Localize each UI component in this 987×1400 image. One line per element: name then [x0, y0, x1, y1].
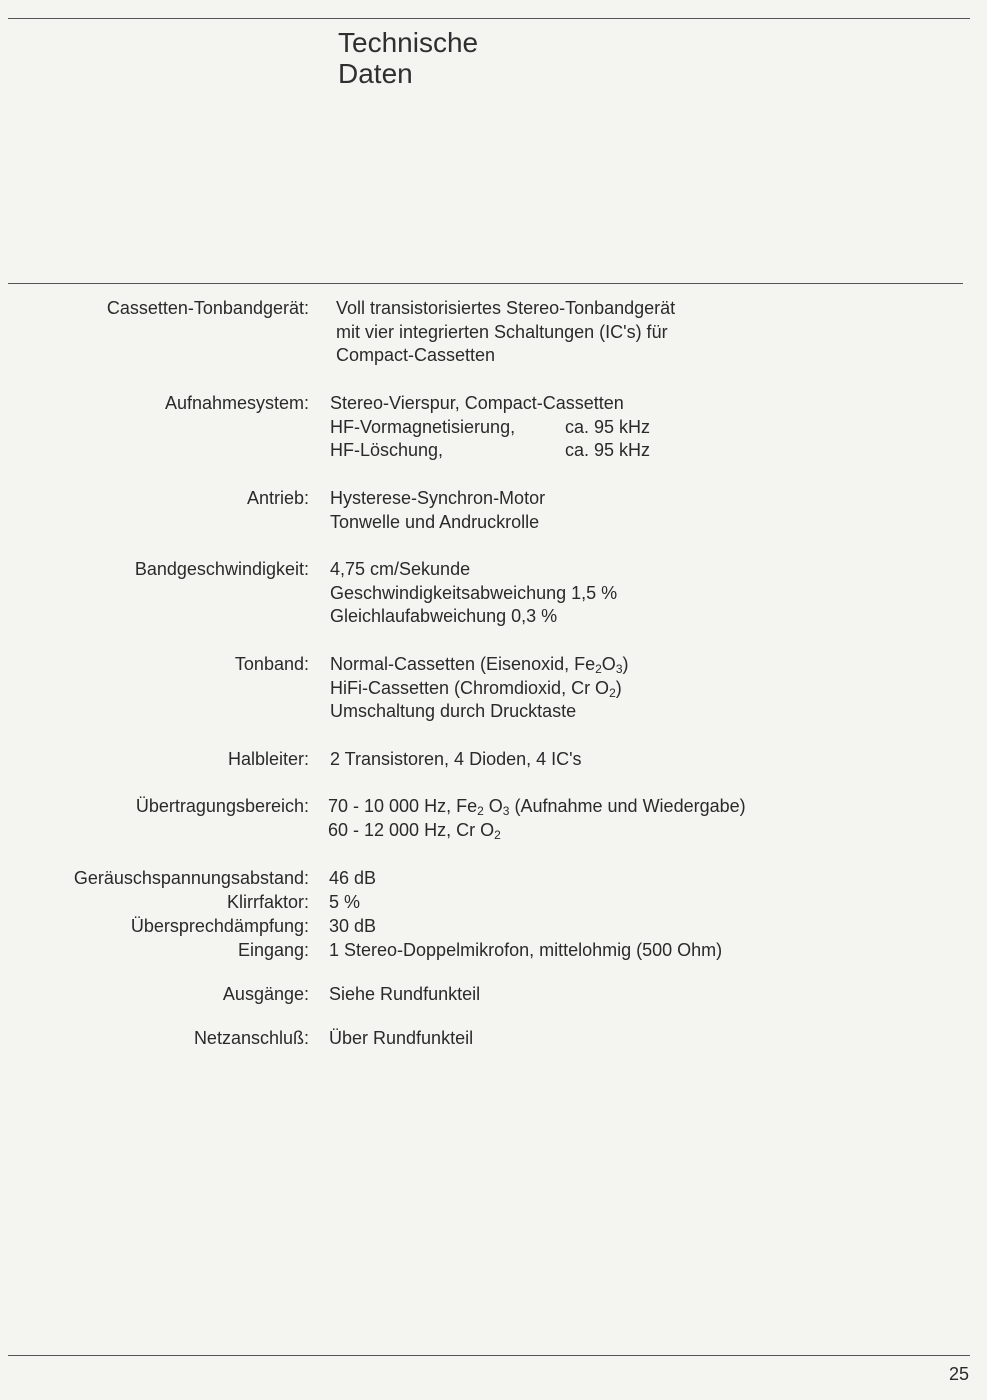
subscript: 3 — [502, 804, 510, 818]
erase-value: ca. 95 kHz — [565, 440, 651, 460]
spec-value-line — [330, 439, 650, 463]
text-part: ) — [615, 677, 622, 698]
subscript: 3 — [615, 662, 623, 676]
top-rule — [8, 18, 970, 19]
spec-label: Geräuschspannungsabstand: — [73, 868, 309, 888]
text-part: HiFi-Cassetten (Chromdioxid, Cr O — [330, 677, 610, 698]
spec-value: 5 % — [329, 892, 361, 912]
spec-label: Aufnahmesystem: — [164, 393, 309, 413]
spec-label: Eingang: — [237, 940, 309, 960]
bias-value: ca. 95 kHz — [565, 416, 651, 437]
spec-label: Cassetten-Tonbandgerät: — [106, 298, 309, 318]
spec-value: 30 dB — [329, 916, 377, 936]
spec-value-line: Gleichlaufabweichung 0,3 % — [330, 606, 558, 626]
spec-label: Ausgänge: — [222, 984, 309, 1004]
subscript: 2 — [494, 827, 501, 842]
page-title — [338, 27, 478, 89]
spec-value: Über Rundfunkteil — [329, 1028, 474, 1048]
spec-value-line — [328, 819, 746, 843]
spec-value — [336, 297, 675, 368]
spec-value: Siehe Rundfunkteil — [329, 984, 481, 1004]
text-part: O — [483, 796, 503, 816]
spec-value — [330, 558, 617, 629]
section-rule — [8, 283, 963, 284]
subscript: 2 — [595, 662, 602, 676]
spec-value-line: Tonwelle und Andruckrolle — [330, 511, 540, 532]
spec-value: 1 Stereo-Doppelmikrofon, mittelohmig (500 Ohm) — [329, 940, 723, 960]
spec-label: Tonband: — [234, 654, 309, 674]
spec-value-line: Umschaltung durch Drucktaste — [330, 701, 577, 721]
erase-label: HF-Löschung, — [330, 440, 444, 460]
text-part: Normal-Cassetten (Eisenoxid, Fe — [330, 654, 596, 674]
spec-label: Bandgeschwindigkeit: — [134, 559, 309, 579]
subscript: 2 — [477, 804, 484, 818]
spec-value — [330, 392, 650, 463]
spec-value — [330, 487, 545, 534]
spec-label: Halbleiter: — [227, 749, 309, 769]
spec-value — [330, 653, 629, 724]
page-title-line-2: Daten — [338, 58, 413, 89]
spec-value-line: 4,75 cm/Sekunde — [330, 559, 471, 579]
spec-value-line: Compact-Cassetten — [336, 345, 496, 365]
spec-value — [328, 795, 746, 842]
bias-label: HF-Vormagnetisierung, — [330, 416, 516, 437]
page-title-line-1: Technische — [338, 27, 479, 58]
spec-value-line — [330, 677, 629, 701]
spec-label: Netzanschluß: — [193, 1028, 309, 1048]
text-part: 60 - 12 000 Hz, Cr O — [328, 819, 495, 840]
spec-label: Klirrfaktor: — [226, 892, 309, 912]
spec-label: Übersprechdämpfung: — [130, 916, 309, 936]
page-number: 25 — [948, 1364, 969, 1384]
spec-value-line: Voll transistorisiertes Stereo-Tonbandgerät — [336, 298, 676, 318]
spec-value-line — [330, 416, 650, 440]
text-part: (Aufnahme und Wiedergabe) — [509, 796, 746, 816]
text-part: 70 - 10 000 Hz, Fe — [328, 796, 478, 816]
subscript: 2 — [609, 685, 616, 700]
spec-value-line: Geschwindigkeitsabweichung 1,5 % — [330, 582, 618, 603]
spec-value-line — [330, 653, 629, 677]
spec-value-line: Stereo-Vierspur, Compact-Cassetten — [330, 393, 624, 413]
spec-value-line: Hysterese-Synchron-Motor — [330, 488, 546, 508]
text-part: ) — [622, 654, 629, 674]
bottom-rule — [8, 1355, 970, 1356]
spec-label: Antrieb: — [246, 488, 309, 508]
spec-value-line: mit vier integrierten Schaltungen (IC's) für — [336, 321, 668, 342]
spec-value: 46 dB — [329, 868, 377, 888]
text-part: O — [601, 654, 616, 674]
spec-value-line — [328, 795, 746, 819]
spec-value: 2 Transistoren, 4 Dioden, 4 IC's — [330, 749, 582, 769]
spec-label: Übertragungsbereich: — [135, 796, 309, 816]
